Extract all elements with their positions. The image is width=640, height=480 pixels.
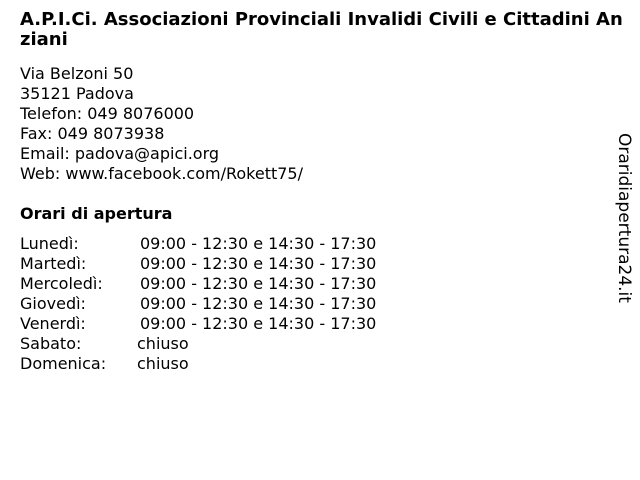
day-label: Sabato: <box>20 334 82 353</box>
time-range: chiuso <box>137 334 189 353</box>
day-label: Venerdì: <box>20 314 86 333</box>
time-range: 09:00 - 12:30 e 14:30 - 17:30 <box>140 314 377 333</box>
email-address: Email: padova@apici.org <box>20 144 220 163</box>
time-range: 09:00 - 12:30 e 14:30 - 17:30 <box>140 274 377 293</box>
fax-number: Fax: 049 8073938 <box>20 124 165 143</box>
site-watermark: Oraridiapertura24.it <box>614 133 634 303</box>
phone-number: Telefon: 049 8076000 <box>20 104 195 123</box>
time-range: 09:00 - 12:30 e 14:30 - 17:30 <box>140 294 377 313</box>
business-name: A.P.I.Ci. Associazioni Provinciali Invalidi Civili e Cittadini Anziani <box>20 9 623 50</box>
time-range: 09:00 - 12:30 e 14:30 - 17:30 <box>140 254 377 273</box>
day-label: Lunedì: <box>20 234 79 253</box>
day-label: Giovedì: <box>20 294 86 313</box>
time-range: 09:00 - 12:30 e 14:30 - 17:30 <box>140 234 377 253</box>
contact-block <box>20 64 303 184</box>
time-range: chiuso <box>137 354 189 373</box>
website-url: Web: www.facebook.com/Rokett75/ <box>20 164 303 183</box>
street-address: Via Belzoni 50 <box>20 64 134 83</box>
day-label: Domenica: <box>20 354 107 373</box>
day-label: Mercoledì: <box>20 274 103 293</box>
opening-hours-heading: Orari di apertura <box>20 204 173 223</box>
day-label: Martedì: <box>20 254 87 273</box>
postal-city: 35121 Padova <box>20 84 134 103</box>
